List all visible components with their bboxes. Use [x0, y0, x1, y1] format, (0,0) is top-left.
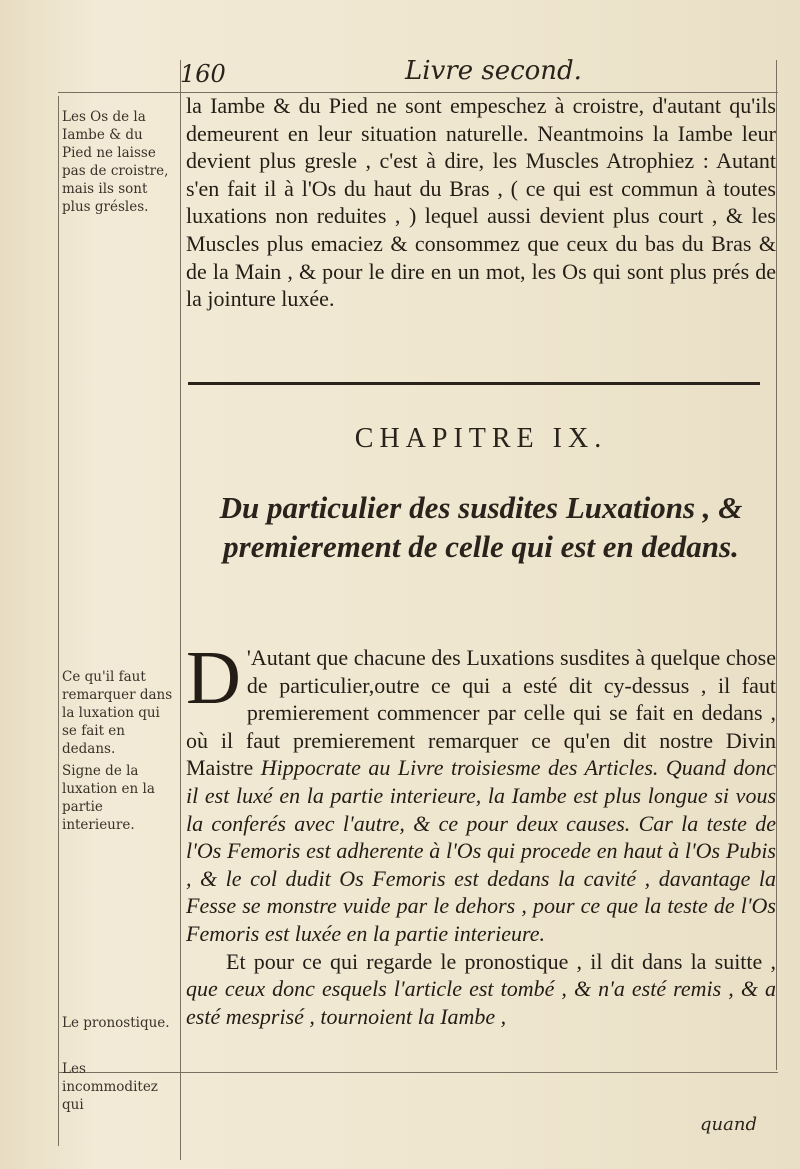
chapter-divider — [188, 382, 760, 385]
chapter-subtitle: Du particulier des susdites Luxations , & premierement de celle qui est en dedans. — [219, 490, 743, 564]
paragraph-2-roman: Et pour ce qui regarde le pronostique , il dit dans la suitte , — [226, 948, 776, 974]
top-paragraph-text: la Iambe & du Pied ne sont empeschez à croistre, d'autant qu'ils demeurent en leur situation naturelle. Neantmoins la Iambe leur devient plus gresle , c'est à dire, les Muscles Atrophiez : Autant s'en fait il à l'Os du haut du Bras , ( ce qui est commun à toutes luxations non reduites , ) lequel aussi devient plus court , & les Muscles plus emaciez & consommez que ceux du bas du Bras & de la Main , & pour le dire en un mot, les Os qui sont plus prés de la jointure luxée. — [186, 93, 776, 312]
paragraph-1-italic: Hippocrate au Livre troisiesme des Articles. Quand donc il est luxé en la partie interieure, la Iambe est plus longue si vous la conferés avec l'autre, & ce pour deux causes. Car la teste de l'Os Femoris est adherente à l'Os qui procede en haut à l'Os Pubis , & le col dudit Os Femoris est dedans la cavité , davantage la Fesse se monstre vuide par le dehors , pour ce que la teste de l'Os Femoris est luxée en la partie interieure. — [186, 755, 776, 946]
paragraph-2-italic: que ceux donc esquels l'article est tombé , & n'a esté remis , & a esté mesprisé , tournoient la Iambe , — [186, 976, 776, 1029]
margin-note-incommodities: Les incommoditez qui — [62, 1061, 158, 1113]
chapter-title: CHAPITRE IX. — [354, 423, 608, 454]
drop-cap: D — [186, 636, 241, 720]
paragraph-2 — [186, 948, 776, 1031]
page-header — [170, 56, 770, 90]
catchword: quand — [700, 1114, 757, 1135]
margin-note-prognosis: Le pronostique. — [62, 1015, 170, 1031]
margin-note-inward-luxation: Ce qu'il faut remarquer dans la luxation qui se fait en dedans. — [62, 669, 173, 757]
running-head: Livre second. — [405, 56, 582, 86]
paragraph-1-roman: 'Autant que chacune des Luxations susdites à quelque chose de particulier,outre ce qui a esté dit cy-dessus , il faut premierement commencer par celle qui se fait en dedans , où il faut premierement remarquer ce qu'en dit nostre Divin Maistre — [186, 645, 776, 781]
margin-note-bones: Les Os de la Iambe & du Pied ne laisse pas de croistre, mais ils sont plus grésles. — [62, 109, 169, 215]
page-number: 160 — [180, 60, 226, 88]
margin-note-sign: Signe de la luxation en la partie interieure. — [62, 763, 155, 833]
top-paragraph — [186, 92, 776, 313]
text-block-left-rule — [180, 60, 181, 1160]
left-margin-rule — [58, 96, 59, 1146]
paragraph-1 — [186, 636, 776, 948]
chapter-body — [186, 636, 776, 1030]
text-block-right-rule — [776, 60, 777, 1070]
